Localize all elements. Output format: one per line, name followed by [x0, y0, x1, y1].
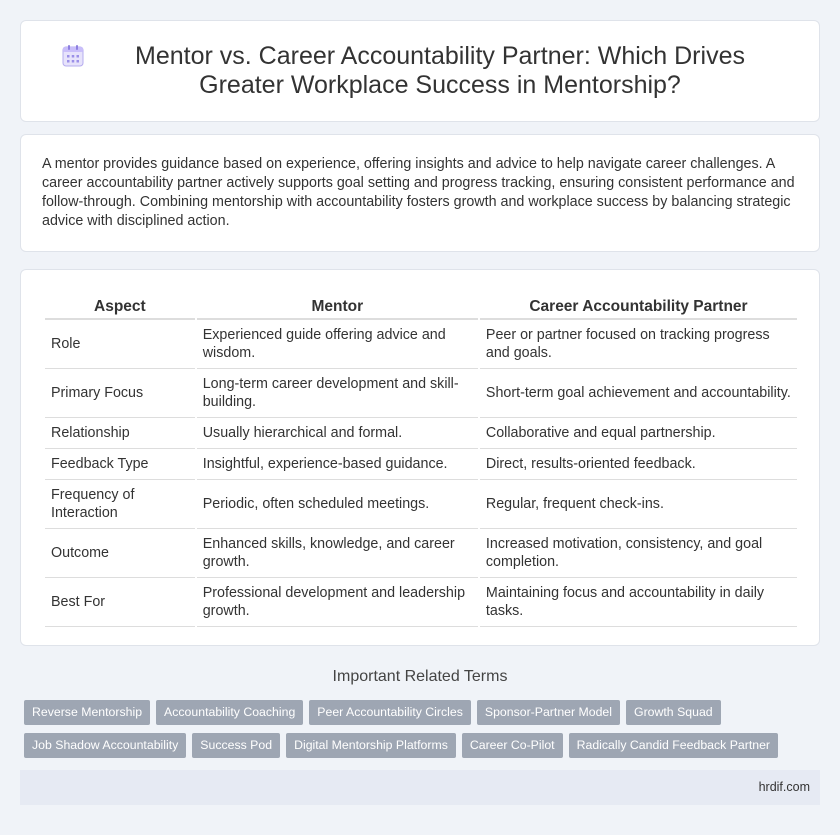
related-term-tag[interactable]: Growth Squad — [626, 700, 721, 725]
cell-partner: Collaborative and equal partnership. — [480, 418, 797, 449]
page-title: Mentor vs. Career Accountability Partner: Which Drives Greater Workplace Success in Mentorship? — [135, 42, 745, 99]
table-row — [45, 320, 797, 369]
table-row — [45, 480, 797, 529]
related-terms-title: Important Related Terms — [332, 668, 508, 685]
comparison-card — [20, 269, 820, 646]
table-row — [45, 578, 797, 627]
cell-aspect: Best For — [45, 578, 195, 627]
cell-partner: Peer or partner focused on tracking progress and goals. — [480, 320, 797, 369]
comparison-table — [43, 292, 799, 627]
cell-partner: Short-term goal achievement and accountability. — [480, 369, 797, 418]
cell-partner: Direct, results-oriented feedback. — [480, 449, 797, 480]
table-row — [45, 529, 797, 578]
cell-aspect: Outcome — [45, 529, 195, 578]
cell-aspect: Feedback Type — [45, 449, 195, 480]
cell-partner: Maintaining focus and accountability in daily tasks. — [480, 578, 797, 627]
cell-mentor: Professional development and leadership growth. — [197, 578, 478, 627]
related-term-tag[interactable]: Success Pod — [192, 733, 280, 758]
header-mentor: Mentor — [197, 292, 478, 320]
cell-aspect: Frequency of Interaction — [45, 480, 195, 529]
cell-aspect: Role — [45, 320, 195, 369]
related-term-tag[interactable]: Career Co-Pilot — [462, 733, 563, 758]
related-term-tag[interactable]: Sponsor-Partner Model — [477, 700, 620, 725]
intro-card — [20, 134, 820, 252]
header-partner: Career Accountability Partner — [480, 292, 797, 320]
title-card — [20, 20, 820, 122]
intro-paragraph: A mentor provides guidance based on experience, offering insights and advice to help navigate career challenges. A career accountability partner actively supports goal setting and progress tracking, ensuring consistent performance and follow-through. Combining mentorship with accountability fosters growth and workplace success by balancing strategic advice with disciplined action. — [42, 156, 795, 229]
related-term-tag[interactable]: Peer Accountability Circles — [309, 700, 471, 725]
cell-partner: Increased motivation, consistency, and goal completion. — [480, 529, 797, 578]
table-row — [45, 418, 797, 449]
table-row — [45, 449, 797, 480]
cell-aspect: Relationship — [45, 418, 195, 449]
related-term-tag[interactable]: Job Shadow Accountability — [24, 733, 186, 758]
related-terms — [24, 700, 824, 766]
cell-mentor: Usually hierarchical and formal. — [197, 418, 478, 449]
related-term-tag[interactable]: Accountability Coaching — [156, 700, 303, 725]
cell-mentor: Periodic, often scheduled meetings. — [197, 480, 478, 529]
cell-mentor: Long-term career development and skill-building. — [197, 369, 478, 418]
related-term-tag[interactable]: Radically Candid Feedback Partner — [569, 733, 778, 758]
related-term-tag[interactable]: Digital Mentorship Platforms — [286, 733, 456, 758]
cell-mentor: Enhanced skills, knowledge, and career growth. — [197, 529, 478, 578]
cell-partner: Regular, frequent check-ins. — [480, 480, 797, 529]
footer — [20, 770, 820, 805]
cell-aspect: Primary Focus — [45, 369, 195, 418]
footer-site-link[interactable]: hrdif.com — [758, 780, 810, 794]
table-row — [45, 369, 797, 418]
related-term-tag[interactable]: Reverse Mentorship — [24, 700, 150, 725]
cell-mentor: Insightful, experience-based guidance. — [197, 449, 478, 480]
calendar-icon — [60, 43, 86, 69]
header-aspect: Aspect — [45, 292, 195, 320]
cell-mentor: Experienced guide offering advice and wisdom. — [197, 320, 478, 369]
